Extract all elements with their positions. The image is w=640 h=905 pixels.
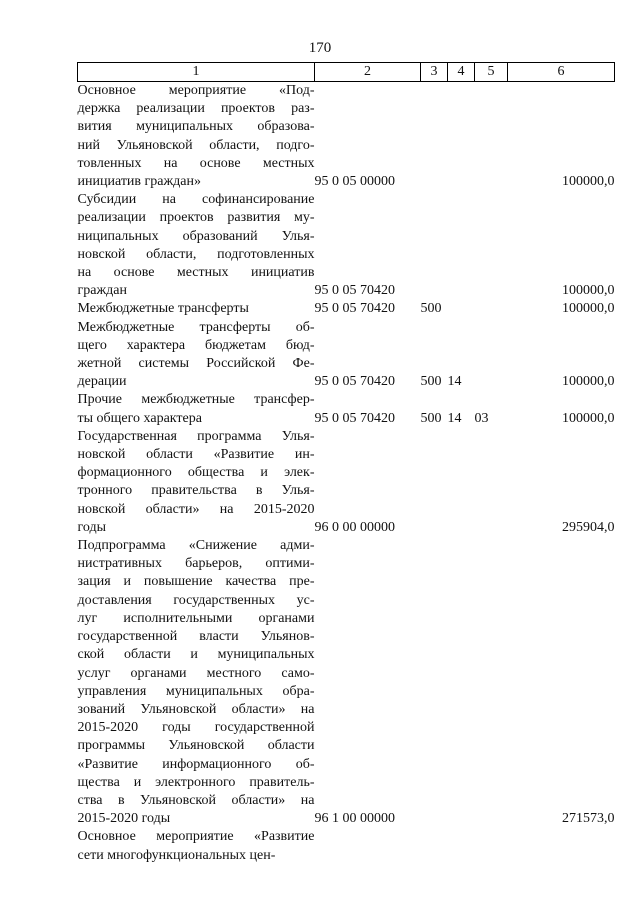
- section-code: 14: [447, 410, 462, 426]
- table-row: [78, 428, 615, 537]
- row-title-line: 2015-2020 годы государственной: [77, 720, 315, 736]
- section-code: 14: [447, 374, 462, 390]
- expense-type-code: [421, 828, 448, 864]
- row-title-line: Прочие межбюджетные трансфер-: [77, 392, 315, 408]
- row-title-line: нистративных барьеров, оптими-: [77, 556, 315, 572]
- row-title-line: новской области «Развитие ин-: [77, 447, 315, 463]
- table-header-row: [78, 63, 615, 82]
- page-number: 170: [308, 40, 332, 56]
- amount-value: 100000,0: [562, 283, 615, 299]
- subsection-code: [475, 82, 508, 192]
- section-code: [448, 82, 475, 192]
- row-title-line: щего характера бюджетам бюд-: [77, 337, 315, 353]
- row-title-line: сети многофункциональных цен-: [77, 847, 276, 863]
- amount-value: 100000,0: [562, 174, 615, 190]
- expense-type-code: [421, 428, 448, 537]
- row-title-line: на основе местных инициатив: [77, 265, 315, 281]
- row-title: [78, 300, 315, 318]
- table-row: [78, 319, 615, 392]
- subsection-code: [475, 537, 508, 828]
- column-header-5: 5: [475, 63, 508, 82]
- row-title-line: Основное мероприятие «Под-: [77, 83, 315, 98]
- row-title-line: 2015-2020 годы: [77, 811, 171, 827]
- budget-classification-code: 95 0 05 00000: [314, 174, 395, 190]
- row-title-line: дерации: [77, 374, 127, 390]
- row-title-line: зований Ульяновской области» на: [77, 701, 315, 717]
- budget-classification-code: 95 0 05 70420: [314, 374, 395, 390]
- row-title-line: зация и повышение качества пре-: [77, 574, 315, 590]
- section-code: [448, 537, 475, 828]
- row-title-line: товленных на основе местных: [77, 155, 315, 171]
- budget-classification-code: 95 0 05 70420: [314, 283, 395, 299]
- row-title-line: Основное мероприятие «Развитие: [77, 829, 315, 845]
- row-title-line: луг исполнительными органами: [77, 610, 315, 626]
- amount-value: 100000,0: [562, 374, 615, 390]
- amount-value: 100000,0: [562, 410, 615, 426]
- expense-type-code: 500: [420, 410, 442, 426]
- expense-type-code: 500: [420, 374, 442, 390]
- row-title-line: Межбюджетные трансферты: [77, 301, 249, 317]
- subsection-code: 03: [474, 410, 489, 426]
- row-title-line: держка реализации проектов раз-: [77, 101, 315, 117]
- row-title-line: щества и электронного правитель-: [77, 774, 315, 790]
- table-row: [78, 82, 615, 192]
- row-title-line: ний Ульяновской области, подго-: [77, 137, 315, 153]
- section-code: [448, 191, 475, 300]
- row-title-line: ской области и муниципальных: [77, 647, 315, 663]
- row-title-line: инициатив граждан»: [77, 174, 201, 190]
- row-title-line: услуг органами местного само-: [77, 665, 315, 681]
- row-title-line: ства в Ульяновской области» на: [77, 792, 315, 808]
- row-title-line: ниципальных образований Улья-: [77, 228, 315, 244]
- row-title-line: Государственная программа Улья-: [77, 428, 315, 444]
- row-title-line: Подпрограмма «Снижение адми-: [77, 538, 315, 554]
- column-header-6: 6: [508, 63, 615, 82]
- amount-value: 100000,0: [562, 301, 615, 317]
- row-title: [78, 191, 315, 300]
- row-title-line: годы: [77, 519, 107, 535]
- column-header-4: 4: [448, 63, 475, 82]
- subsection-code: [475, 319, 508, 392]
- section-code: [448, 828, 475, 864]
- budget-classification-code: 96 0 00 00000: [314, 519, 395, 535]
- row-title-line: граждан: [77, 283, 127, 299]
- row-title-line: вития муниципальных образова-: [77, 119, 315, 135]
- row-title: [78, 537, 315, 828]
- amount-value: 271573,0: [562, 811, 615, 827]
- subsection-code: [475, 300, 508, 318]
- row-title-line: доставления государственных ус-: [77, 592, 315, 608]
- expense-type-code: [421, 82, 448, 192]
- amount-value: [508, 828, 615, 864]
- row-title-line: формационного общества и элек-: [77, 465, 315, 481]
- row-title-line: жетной системы Российской Фе-: [77, 356, 315, 372]
- expense-type-code: [421, 191, 448, 300]
- row-title: [78, 391, 315, 427]
- row-title: [78, 319, 315, 392]
- table-row: [78, 191, 615, 300]
- subsection-code: [475, 828, 508, 864]
- column-header-2: 2: [315, 63, 421, 82]
- row-title-line: реализации проектов развития му-: [77, 210, 315, 226]
- budget-classification-code: 95 0 05 70420: [314, 301, 395, 317]
- table-row: [78, 391, 615, 427]
- row-title-line: управления муниципальных обра-: [77, 683, 315, 699]
- table-row: [78, 828, 615, 864]
- section-code: [448, 428, 475, 537]
- table-body: [78, 82, 615, 865]
- budget-classification-code: 96 1 00 00000: [314, 811, 395, 827]
- column-header-1: 1: [78, 63, 315, 82]
- table-row: [78, 537, 615, 828]
- row-title: [78, 428, 315, 537]
- row-title-line: новской области, подготовленных: [77, 246, 315, 262]
- subsection-code: [475, 191, 508, 300]
- subsection-code: [475, 428, 508, 537]
- row-title-line: тронного правительства в Улья-: [77, 483, 315, 499]
- row-title-line: Субсидии на софинансирование: [77, 192, 315, 208]
- row-title-line: новской области» на 2015-2020: [77, 501, 315, 517]
- budget-table: [77, 62, 615, 865]
- row-title-line: программы Ульяновской области: [77, 738, 315, 754]
- budget-classification-code: [315, 828, 421, 864]
- row-title: [78, 82, 315, 192]
- row-title-line: «Развитие информационного об-: [77, 756, 315, 772]
- section-code: [448, 300, 475, 318]
- amount-value: 295904,0: [562, 519, 615, 535]
- column-header-3: 3: [421, 63, 448, 82]
- expense-type-code: [421, 537, 448, 828]
- row-title-line: Межбюджетные трансферты об-: [77, 319, 315, 335]
- table-row: [78, 300, 615, 318]
- row-title-line: государственной власти Ульянов-: [77, 629, 315, 645]
- row-title: [78, 828, 315, 864]
- expense-type-code: 500: [420, 301, 442, 317]
- budget-classification-code: 95 0 05 70420: [314, 410, 395, 426]
- row-title-line: ты общего характера: [77, 410, 202, 426]
